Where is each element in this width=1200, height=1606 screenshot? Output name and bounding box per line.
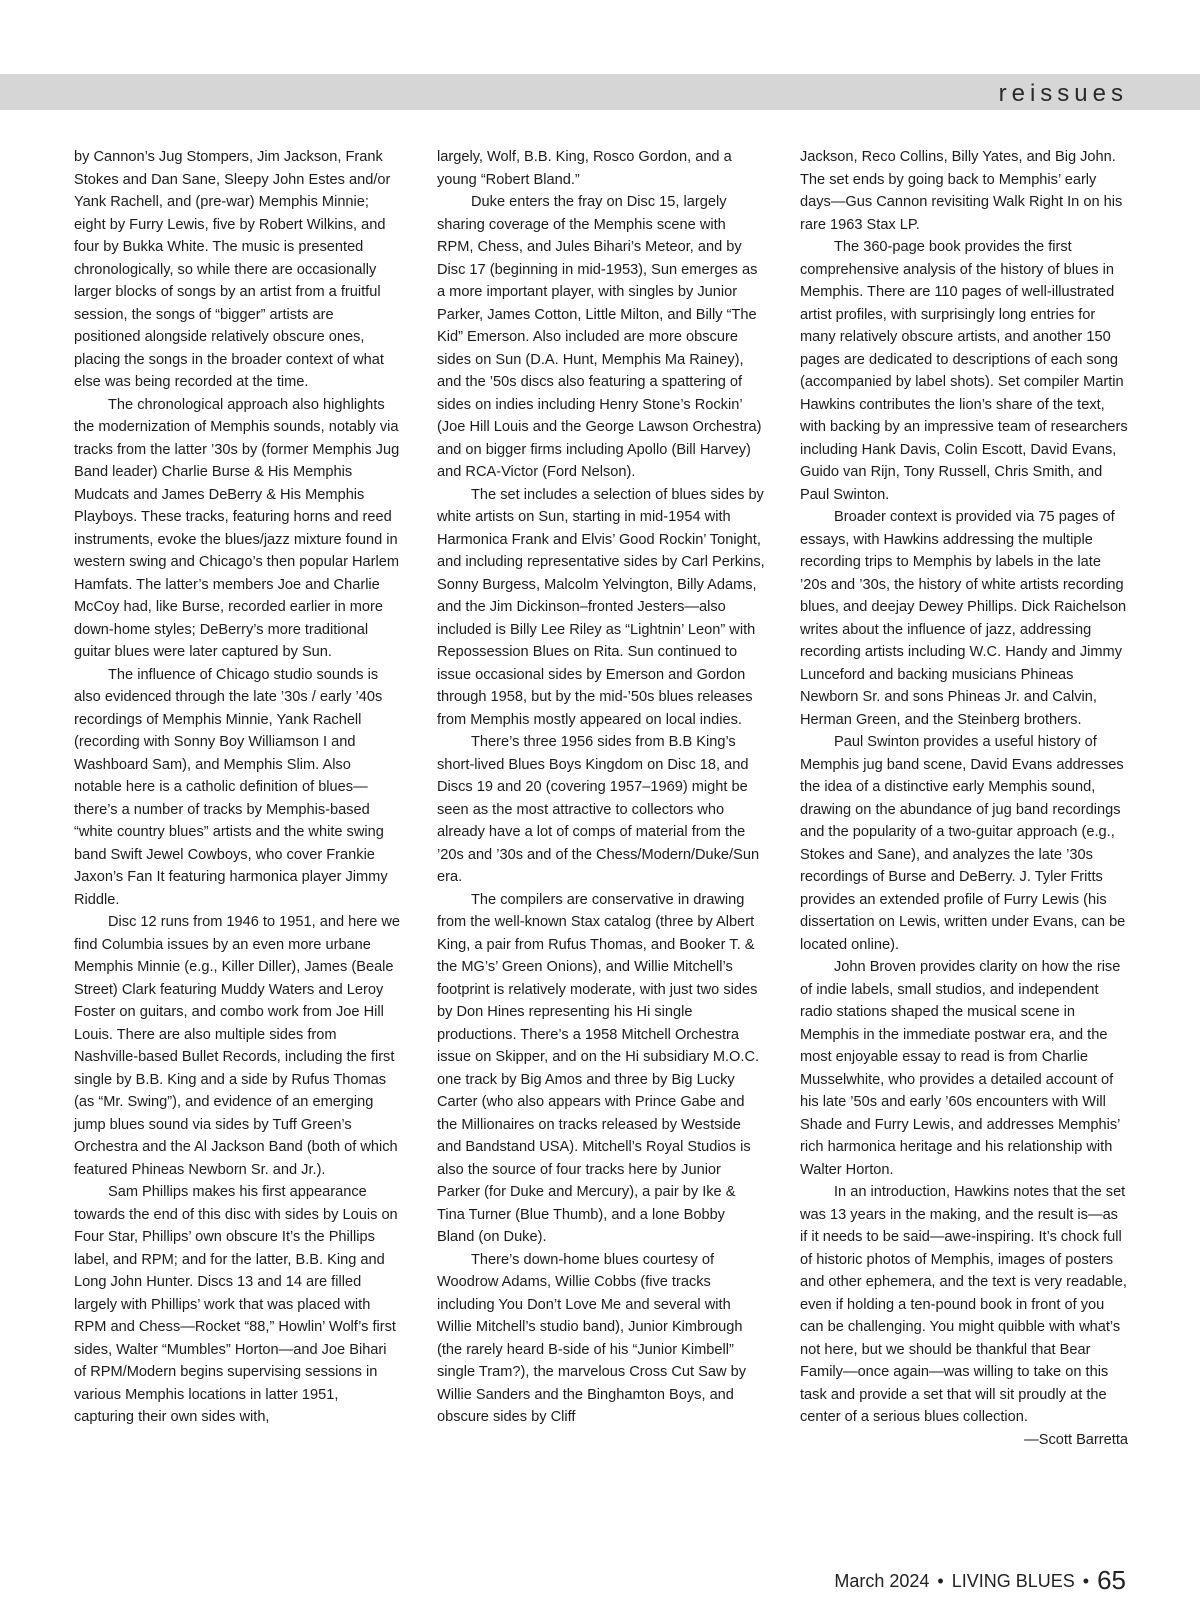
paragraph: The influence of Chicago studio sounds is also evidenced through the late ’30s / early ’40s recordings of Memphis Minnie, Yank Rachell (recording with Sonny Boy Williamson I and Washboard Sam), and Memphis Slim. Also notable here is a catholic definition of blues—there’s a number of tracks by Memphis-based “white country blues” artists and the white swing band Swift Jewel Cowboys, who cover Frankie Jaxon’s Fan It featuring harmonica player Jimmy Riddle.	[74, 666, 388, 908]
issue-date: March 2024	[834, 1571, 930, 1591]
text-column-3	[800, 146, 1128, 1451]
section-label: reissues	[998, 80, 1128, 107]
paragraph: John Broven provides clarity on how the rise of indie labels, small studios, and independent radio stations shaped the musical scene in Memphis in the immediate postwar era, and the most enjoyable essay to read is from Charlie Musselwhite, who provides a detailed account of his late ’50s and early ’60s encounters with Will Shade and Furry Lewis, and addresses Memphis’ rich harmonica heritage and his relationship with Walter Horton.	[800, 959, 1121, 1178]
paragraph: Duke enters the fray on Disc 15, largely sharing coverage of the Memphis scene with RPM, Chess, and Jules Bihari’s Meteor, and by Disc 17 (beginning in mid-1953), Sun emerges as a more important player, with singles by Junior Parker, James Cotton, Little Milton, and Billy “The Kid” Emerson. Also included are more obscure sides on Sun (D.A. Hunt, Memphis Ma Rainey), and the ’50s discs also featuring a spattering of sides on indies including Henry Stone’s Rockin’ (Joe Hill Louis and the George Lawson Orchestra) and on bigger firms including Apollo (Bill Harvey) and RCA-Victor (Ford Nelson).	[437, 194, 762, 480]
magazine-name: LIVING BLUES	[951, 1571, 1075, 1591]
paragraph: The 360-page book provides the first comprehensive analysis of the history of blues in Memphis. There are 110 pages of well-illustrated artist profiles, with surprisingly long entries for many relatively obscure artists, and another 150 pages are dedicated to descriptions of each song (accompanied by label shots). Set compiler Martin Hawkins contributes the lion’s share of the text, with backing by an impressive team of researchers including Hank Davis, Colin Escott, David Evans, Guido van Rijn, Tony Russell, Chris Smith, and Paul Swinton.	[800, 239, 1128, 503]
bullet-separator: •	[1082, 1571, 1090, 1591]
paragraph: by Cannon’s Jug Stompers, Jim Jackson, Frank Stokes and Dan Sane, Sleepy John Estes and/or Yank Rachell, and (pre-war) Memphis Minnie; eight by Furry Lewis, five by Robert Wilkins, and four by Bukka White. The music is presented chronologically, so while there are occasionally larger blocks of songs by an artist from a fruitful session, the songs of “bigger” artists are positioned alongside relatively obscure ones, placing the songs in the broader context of what else was being recorded at the time.	[74, 149, 391, 390]
paragraph: Paul Swinton provides a useful history of Memphis jug band scene, David Evans addresses the idea of a distinctive early Memphis sound, drawing on the abundance of jug band recordings and the popularity of a two-guitar approach (e.g., Stokes and Sane), and analyzes the late ’30s recordings of Burse and DeBerry. J. Tyler Fritts provides an extended profile of Furry Lewis (his dissertation on Lewis, written under Evans, can be located online).	[800, 734, 1126, 953]
section-header-bar	[0, 74, 1200, 110]
paragraph: The set includes a selection of blues sides by white artists on Sun, starting in mid-1954 with Harmonica Frank and Elvis’ Good Rockin’ Tonight, and including representative sides by Carl Perkins, Sonny Burgess, Malcolm Yelvington, Billy Adams, and the Jim Dickinson–fronted Jesters—also included is Billy Lee Riley as “Lightnin’ Leon” with Repossession Blues on Rita. Sun continued to issue occasional sides by Emerson and Gordon through 1958, but by the mid-’50s blues releases from Memphis mostly appeared on local indies.	[437, 486, 765, 728]
page-number: 65	[1097, 1565, 1126, 1595]
paragraph: Sam Phillips makes his first appearance towards the end of this disc with sides by Louis on Four Star, Phillips’ own obscure It’s the Phillips label, and RPM; and for the latter, B.B. King and Long John Hunter. Discs 13 and 14 are filled largely with Phillips’ work that was placed with RPM and Chess—Rocket “88,” Howlin’ Wolf’s first sides, Walter “Mumbles” Horton—and Joe Bihari of RPM/Modern begins supervising sessions in various Memphis locations in latter 1951, capturing their own sides with,	[74, 1184, 398, 1425]
text-column-1	[74, 146, 402, 1429]
paragraph: Broader context is provided via 75 pages of essays, with Hawkins addressing the multiple recording trips to Memphis by labels in the late ’20s and ’30s, the history of white artists recording blues, and deejay Dewey Phillips. Dick Raichelson writes about the influence of jazz, addressing recording artists including W.C. Handy and Jimmy Lunceford and backing musicians Phineas Newborn Sr. and sons Phineas Jr. and Calvin, Herman Green, and the Steinberg brothers.	[800, 509, 1127, 728]
page-footer	[834, 1565, 1126, 1596]
paragraph: There’s down-home blues courtesy of Woodrow Adams, Willie Cobbs (five tracks including You Don’t Love Me and several with Willie Mitchell’s studio band), Junior Kimbrough (the rarely heard B-side of his “Junior Kimbell” single Tram?), the marvelous Cross Cut Saw by Willie Sanders and the Binghamton Boys, and obscure sides by Cliff	[437, 1251, 747, 1425]
paragraph: largely, Wolf, B.B. King, Rosco Gordon, and a young “Robert Bland.”	[437, 149, 732, 188]
bullet-separator: •	[937, 1571, 944, 1591]
paragraph: The chronological approach also highlights the modernization of Memphis sounds, notably via tracks from the latter ’30s by (former Memphis Jug Band leader) Charlie Burse & His Memphis Mudcats and James DeBerry & His Memphis Playboys. These tracks, featuring horns and reed instruments, evoke the blues/jazz mixture found in western swing and Chicago’s then popular Harlem Hamfats. The latter’s members Joe and Charlie McCoy had, like Burse, recorded earlier in more down-home styles; DeBerry’s more traditional guitar blues were later captured by Sun.	[74, 396, 400, 660]
paragraph: There’s three 1956 sides from B.B King’s short-lived Blues Boys Kingdom on Disc 18, and Discs 19 and 20 (covering 1957–1969) might be seen as the most attractive to collectors who already have a lot of comps of material from the ’20s and ’30s and of the Chess/Modern/Duke/Sun era.	[437, 734, 760, 885]
paragraph: Disc 12 runs from 1946 to 1951, and here we find Columbia issues by an even more urbane Memphis Minnie (e.g., Killer Diller), James (Beale Street) Clark featuring Muddy Waters and Leroy Foster on guitars, and combo work from Joe Hill Louis. There are also multiple sides from Nashville-based Bullet Records, including the first single by B.B. King and a side by Rufus Thomas (as “Mr. Swing”), and evidence of an emerging jump blues sound via sides by Tuff Green’s Orchestra and the Al Jackson Band (both of which featured Phineas Newborn Sr. and Jr.).	[74, 914, 401, 1178]
paragraph: In an introduction, Hawkins notes that the set was 13 years in the making, and the result is—as if it needs to be said—awe-inspiring. It’s chock full of historic photos of Memphis, images of posters and other ephemera, and the text is very readable, even if holding a ten-pound book in front of you can be challenging. You might quibble with what’s not here, but we should be thankful that Bear Family—once again—was willing to take on this task and provide a set that will sit proudly at the center of a serious blues collection.	[800, 1184, 1127, 1425]
author-signature: —Scott Barretta	[1024, 1431, 1128, 1448]
text-column-2	[437, 146, 765, 1429]
paragraph: Jackson, Reco Collins, Billy Yates, and Big John. The set ends by going back to Memphis’ early days—Gus Cannon revisiting Walk Right In on his rare 1963 Stax LP.	[800, 149, 1123, 233]
paragraph: The compilers are conservative in drawing from the well-known Stax catalog (three by Albert King, a pair from Rufus Thomas, and Booker T. & the MG’s’ Green Onions), and Willie Mitchell’s footprint is relatively moderate, with just two sides by Don Hines representing his Hi single productions. There’s a 1958 Mitchell Orchestra issue on Skipper, and on the Hi subsidiary M.O.C. one track by Big Amos and three by Big Lucky Carter (who also appears with Prince Gabe and the Millionaires on tracks released by Westside and Bandstand USA). Mitchell’s Royal Studios is also the source of four tracks here by Junior Parker (for Duke and Mercury), a pair by Ike & Tina Turner (Blue Thumb), and a lone Bobby Bland (on Duke).	[437, 891, 760, 1245]
